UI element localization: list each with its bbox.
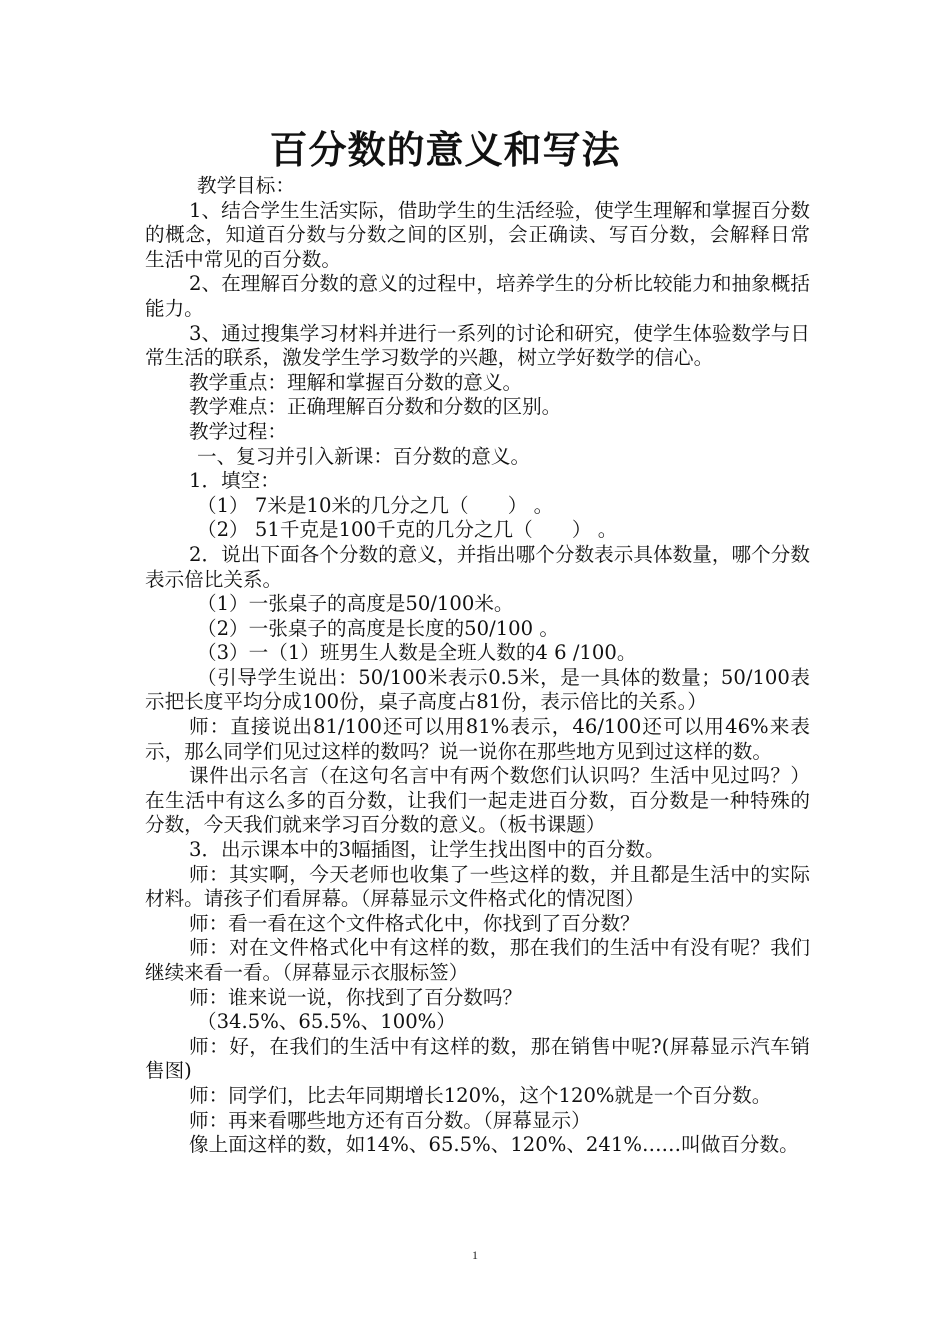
paragraph-difficulty: 教学难点：正确理解百分数和分数的区别。 — [189, 395, 562, 419]
paragraph-teacher-7: 师：同学们，比去年同期增长120%，这个120%就是一个百分数。 — [189, 1083, 772, 1107]
paragraph-process-heading: 教学过程： — [189, 419, 287, 443]
paragraph-objective-2: 2、在理解百分数的意义的过程中，培养学生的分析比较能力和抽象概括能力。 — [145, 272, 810, 320]
paragraph-objective-3: 3、通过搜集学习材料并进行一系列的讨论和研究，使学生体验数学与日常生活的联系，激发学生学习数学的兴趣，树立学好数学的信心。 — [145, 321, 810, 370]
paragraph-objective-1: 1、结合学生生活实际，借助学生的生活经验，使学生理解和掌握百分数的概念，知道百分数与分数之间的区别，会正确读、写百分数，会解释日常生活中常见的百分数。 — [145, 198, 810, 271]
paragraph-teacher-1: 师：直接说出81/100还可以用81%表示，46/100还可以用46%来表示，那么同学们见过这样的数吗？说一说你在那些地方见到过这样的数。 — [145, 715, 810, 763]
paragraph-teacher-5: 师：谁来说一说，你找到了百分数吗？ — [189, 985, 523, 1009]
paragraph-teacher-8: 师：再来看哪些地方还有百分数。（屏幕显示） — [189, 1108, 591, 1132]
paragraph-section-1: 一、复习并引入新课：百分数的意义。 — [197, 444, 531, 468]
document-body — [145, 174, 810, 1158]
paragraph-teacher-2: 师：其实啊，今天老师也收集了一些这样的数，并且都是生活中的实际材料。请孩子们看屏幕。（屏幕显示文件格式化的情况图） — [145, 862, 810, 911]
paragraph-fraction-item-2: （2）一张桌子的高度是长度的50/100 。 — [197, 616, 559, 640]
paragraph-key-point: 教学重点：理解和掌握百分数的意义。 — [189, 370, 523, 394]
paragraph-fraction-item-1: （1）一张桌子的高度是50/100米。 — [197, 592, 514, 616]
paragraph-guide-note: （引导学生说出：50/100米表示0.5米，是一具体的数量；50/100表示把长度平均分成100份，桌子高度占81份，表示倍比的关系。） — [145, 665, 810, 714]
paragraph-fraction-meaning: 2．说出下面各个分数的意义，并指出哪个分数表示具体数量，哪个分数表示倍比关系。 — [145, 542, 810, 591]
paragraph-percent-list: （34.5%、65.5%、100%） — [197, 1010, 456, 1034]
paragraph-fill-item-1: （1） 7米是10米的几分之几（ ） 。 — [197, 493, 554, 517]
paragraph-teacher-3: 师：看一看在这个文件格式化中，你找到了百分数？ — [189, 911, 640, 935]
paragraph-fill-blank: 1．填空： — [189, 469, 280, 493]
document-title: 百分数的意义和写法 — [269, 127, 621, 172]
paragraph-definition: 像上面这样的数，如14%、65.5%、120%、241%……叫做百分数。 — [189, 1133, 799, 1157]
page-number: 1 — [472, 1248, 478, 1262]
paragraph-teacher-4: 师：对在文件格式化中有这样的数，那在我们的生活中有没有呢？我们继续来看一看。（屏幕显示衣服标签） — [145, 936, 810, 984]
paragraph-textbook: 3．出示课本中的3幅插图，让学生找出图中的百分数。 — [189, 838, 665, 862]
paragraph-courseware: 课件出示名言（在这句名言中有两个数您们认识吗？生活中见过吗？）在生活中有这么多的百分数，让我们一起走进百分数，百分数是一种特殊的分数，今天我们就来学习百分数的意义。（板书课题） — [145, 764, 810, 837]
paragraph-teacher-6: 师：好，在我们的生活中有这样的数，那在销售中呢?(屏幕显示汽车销售图) — [145, 1034, 810, 1083]
paragraph-fill-item-2: （2） 51千克是100千克的几分之几（ ） 。 — [197, 518, 618, 542]
paragraph-objectives-heading: 教学目标： — [197, 174, 295, 197]
paragraph-fraction-item-3: （3）一（1）班男生人数是全班人数的4 6 /100。 — [197, 641, 637, 665]
